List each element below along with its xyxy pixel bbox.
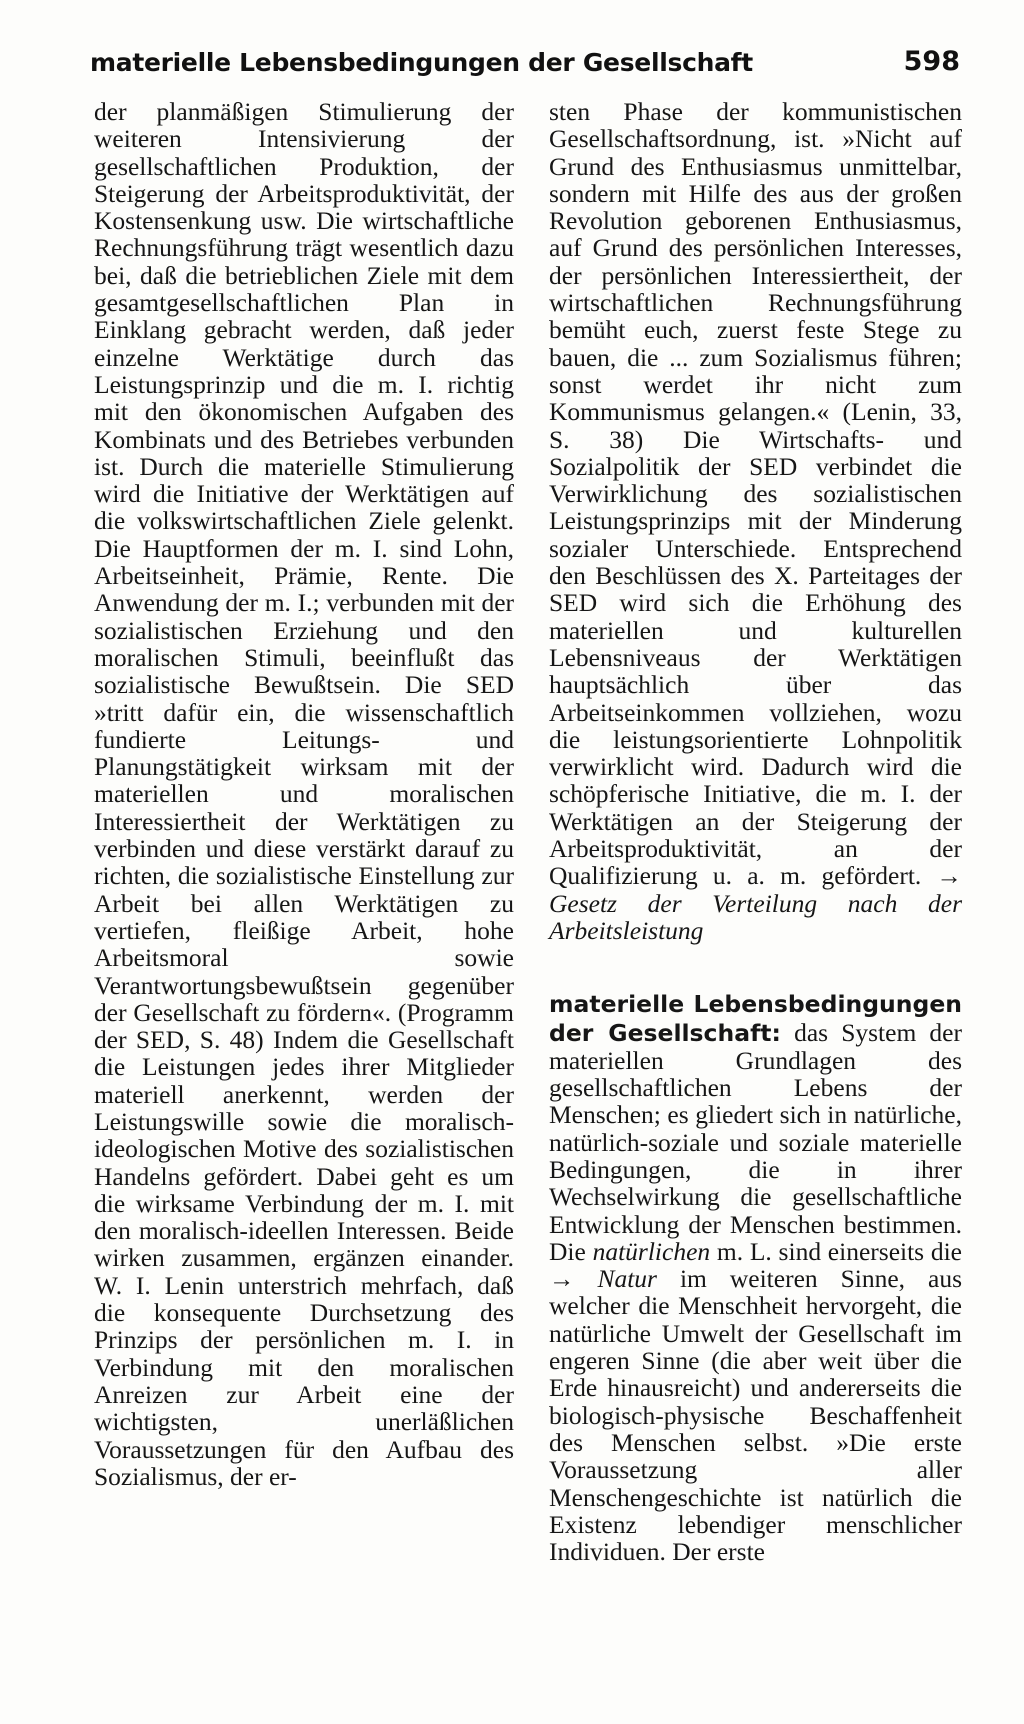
dictionary-entry bbox=[549, 990, 962, 1565]
entry-italic-natuerlichen: natürlichen bbox=[592, 1236, 711, 1266]
entry-text-3: im weiteren Sinne, aus welcher die Menschheit hervorgeht, die natürliche Umwelt der Gesellschaft im engeren Sinne (die aber weit über die Erde hinausreicht) und andererseits die biologisch-physische Beschaffenheit des Menschen selbst. »Die erste Voraussetzung aller Menschengeschichte ist natürlich die Existenz lebendiger menschlicher Individuen. Der erste bbox=[549, 1264, 963, 1567]
entry-text-2: m. L. sind einerseits die bbox=[716, 1236, 963, 1266]
running-head-title: materielle Lebensbedingungen der Gesellschaft bbox=[90, 48, 753, 77]
entry-crossref-natur[interactable]: Natur bbox=[597, 1264, 657, 1294]
continuation-text: sten Phase der kommunistischen Gesellschaftsordnung, ist. »Nicht auf Grund des Enthusiasmus unmittelbar, sondern mit Hilfe des aus der großen Revolution geborenen Enthusiasmus, auf Grund des persönlichen Interesses, der persönlichen Interessiertheit, der wirtschaftlichen Rechnungsführung bemüht euch, zuerst feste Stege zu bauen, die ... zum Sozialismus führen; sonst werdet ihr nicht zum Kommunismus gelangen.« (Lenin, 33, S. 38) Die Wirtschafts- und Sozialpolitik der SED verbindet die Verwirklichung des sozialistischen Leistungsprinzips mit der Minderung sozialer Unterschiede. Entsprechend den Beschlüssen des X. Parteitages der SED wird sich die Erhöhung des materiellen und kulturellen Lebensniveaus der Werktätigen hauptsächlich über das Arbeitseinkommen vollziehen, wozu die leistungsorientierte Lohnpolitik verwirklicht wird. Dadurch wird die schöpferische Initiative, die m. I. der Werktätigen an der Steigerung der Arbeitsproduktivität, an der Qualifizierung u. a. m. gefördert. bbox=[549, 97, 962, 891]
entry-arrow-icon: → bbox=[549, 1264, 575, 1294]
crossref-link[interactable]: Gesetz der Verteilung nach der Arbeitsleistung bbox=[549, 888, 962, 945]
running-head bbox=[90, 44, 960, 84]
left-column bbox=[94, 98, 514, 1490]
right-column-continuation bbox=[549, 98, 962, 944]
left-column-text: der planmäßigen Stimulierung der weiteren Intensivierung der gesellschaftlichen Produktion, der Steigerung der Arbeitsproduktivität, der Kostensenkung usw. Die wirtschaftliche Rechnungsführung trägt wesentlich dazu bei, daß die betrieblichen Ziele mit dem gesamtgesellschaftlichen Plan in Einklang gebracht werden, daß jeder einzelne Werktätige durch das Leistungsprinzip und die m. I. richtig mit den ökonomischen Aufgaben des Kombinats und des Betriebes verbunden ist. Durch die materielle Stimulierung wird die Initiative der Werktätigen auf die volkswirtschaftlichen Ziele gelenkt. Die Hauptformen der m. I. sind Lohn, Arbeitseinheit, Prämie, Rente. Die Anwendung der m. I.; verbunden mit der sozialistischen Erziehung und den moralischen Stimuli, beeinflußt das sozialistische Bewußtsein. Die SED »tritt dafür ein, die wissenschaftlich fundierte Leitungs- und Planungstätigkeit wirksam mit der materiellen und moralischen Interessiertheit der Werktätigen zu verbinden und diese verstärkt darauf zu richten, die sozialistische Einstellung zur Arbeit bei allen Werktätigen zu vertiefen, fleißige Arbeit, hohe Arbeitsmoral sowie Verantwortungsbewußtsein gegenüber der Gesellschaft zu fördern«. (Programm der SED, S. 48) Indem die Gesellschaft die Leistungen jedes ihrer Mitglieder materiell anerkennt, werden der Leistungswille sowie die moralisch-ideologischen Motive des sozialistischen Handelns gefördert. Dabei geht es um die wirksame Verbindung der m. I. mit den moralisch-ideellen Interessen. Beide wirken zusammen, ergänzen einander. W. I. Lenin unterstrich mehrfach, daß die konsequente Durchsetzung des Prinzips der persönlichen m. I. in Verbindung mit den moralischen Anreizen zur Arbeit eine der wichtigsten, unerläßlichen Voraussetzungen für den Aufbau des Sozialismus, der er- bbox=[94, 97, 514, 1491]
page-number: 598 bbox=[903, 46, 960, 77]
entry-text-1: das System der materiellen Grundlagen des gesellschaftlichen Lebens der Menschen; es gliedert sich in natürliche, natürlich-soziale und soziale materielle Bedingungen, die in ihrer Wechselwirkung die gesellschaftliche Entwicklung der Menschen bestimmen. Die bbox=[549, 1017, 962, 1266]
right-column bbox=[549, 98, 962, 1565]
crossref-arrow-icon: → bbox=[936, 861, 963, 891]
entry-headword: materielle Lebensbedingungen der Gesellschaft: bbox=[549, 990, 962, 1047]
